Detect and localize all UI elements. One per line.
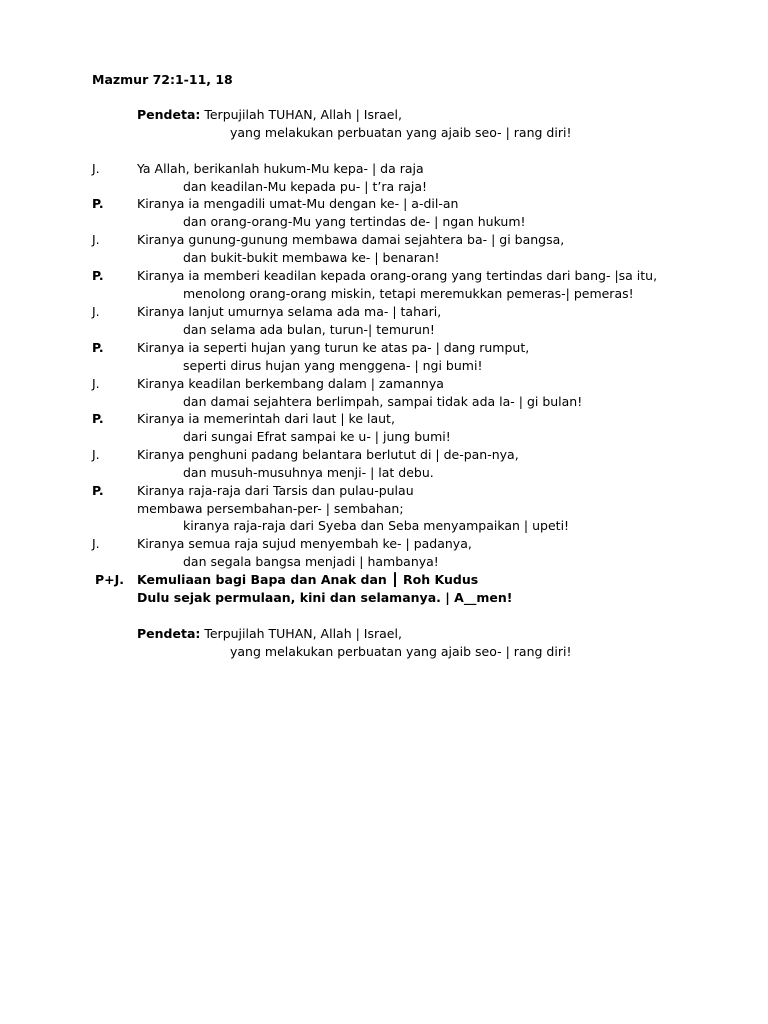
verse-line: membawa persembahan-per- | sembahan; <box>137 501 404 516</box>
antiphon-open-text-1: Terpujilah TUHAN, Allah | Israel, <box>200 107 402 122</box>
speaker-label: J. <box>92 304 100 319</box>
verse-line: Ya Allah, berikanlah hukum-Mu kepa- | da raja <box>137 161 424 176</box>
verse-line: seperti dirus hujan yang menggena- | ngi bumi! <box>183 358 483 373</box>
verse-line: Kiranya raja-raja dari Tarsis dan pulau-pulau <box>137 483 414 498</box>
antiphon-open-line-2: yang melakukan perbuatan yang ajaib seo- | rang diri! <box>230 125 572 140</box>
verse-line: dari sungai Efrat sampai ke u- | jung bumi! <box>183 429 451 444</box>
verse-line: dan orang-orang-Mu yang tertindas de- | ngan hukum! <box>183 214 526 229</box>
speaker-label: J. <box>92 536 100 551</box>
verse-line: Kiranya semua raja sujud menyembah ke- | padanya, <box>137 536 472 551</box>
speaker-label: P. <box>92 340 104 355</box>
doxology-line-2: Dulu sejak permulaan, kini dan selamanya. | A__men! <box>137 590 513 605</box>
speaker-label-doxology: P+J. <box>95 572 125 587</box>
verse-line: Kiranya gunung-gunung membawa damai sejahtera ba- | gi bangsa, <box>137 232 565 247</box>
verse-line: Kiranya penghuni padang belantara berlutut di | de-pan-nya, <box>137 447 519 462</box>
verse-line: Kiranya ia memerintah dari laut | ke laut, <box>137 411 395 426</box>
speaker-label: J. <box>92 161 100 176</box>
verse-line: menolong orang-orang miskin, tetapi meremukkan pemeras-| pemeras! <box>183 286 634 301</box>
antiphon-open-line-1 <box>137 106 402 124</box>
verse-line: Kiranya keadilan berkembang dalam | zamannya <box>137 376 444 391</box>
antiphon-close-text-1: Terpujilah TUHAN, Allah | Israel, <box>200 626 402 641</box>
speaker-label: J. <box>92 376 100 391</box>
verse-line: Kiranya lanjut umurnya selama ada ma- | tahari, <box>137 304 442 319</box>
doxology-line-1: Kemuliaan bagi Bapa dan Anak dan ┃ Roh Kudus <box>137 572 479 587</box>
verse-line: dan selama ada bulan, turun-| temurun! <box>183 322 435 337</box>
verse-line: dan bukit-bukit membawa ke- | benaran! <box>183 250 440 265</box>
verse-line: dan damai sejahtera berlimpah, sampai tidak ada la- | gi bulan! <box>183 394 583 409</box>
verse-line: dan keadilan-Mu kepada pu- | t’ra raja! <box>183 179 428 194</box>
psalm-title: Mazmur 72:1-11, 18 <box>92 72 233 87</box>
antiphon-close-label: Pendeta: <box>137 626 201 641</box>
verse-line: dan segala bangsa menjadi | hambanya! <box>183 554 439 569</box>
speaker-label: P. <box>92 196 104 211</box>
speaker-label: P. <box>92 483 104 498</box>
verse-line: Kiranya ia seperti hujan yang turun ke atas pa- | dang rumput, <box>137 340 530 355</box>
antiphon-open-label: Pendeta: <box>137 107 201 122</box>
verse-line: Kiranya ia memberi keadilan kepada orang-orang yang tertindas dari bang- |sa itu, <box>137 268 658 283</box>
antiphon-close-line-2: yang melakukan perbuatan yang ajaib seo- | rang diri! <box>230 644 572 659</box>
speaker-label: P. <box>92 411 104 426</box>
speaker-label: P. <box>92 268 104 283</box>
verse-line: Kiranya ia mengadili umat-Mu dengan ke- | a-dil-an <box>137 196 459 211</box>
antiphon-close-line-1 <box>137 625 402 643</box>
verse-line: kiranya raja-raja dari Syeba dan Seba menyampaikan | upeti! <box>183 518 570 533</box>
speaker-label: J. <box>92 447 100 462</box>
speaker-label: J. <box>92 232 100 247</box>
verse-line: dan musuh-musuhnya menji- | lat debu. <box>183 465 434 480</box>
